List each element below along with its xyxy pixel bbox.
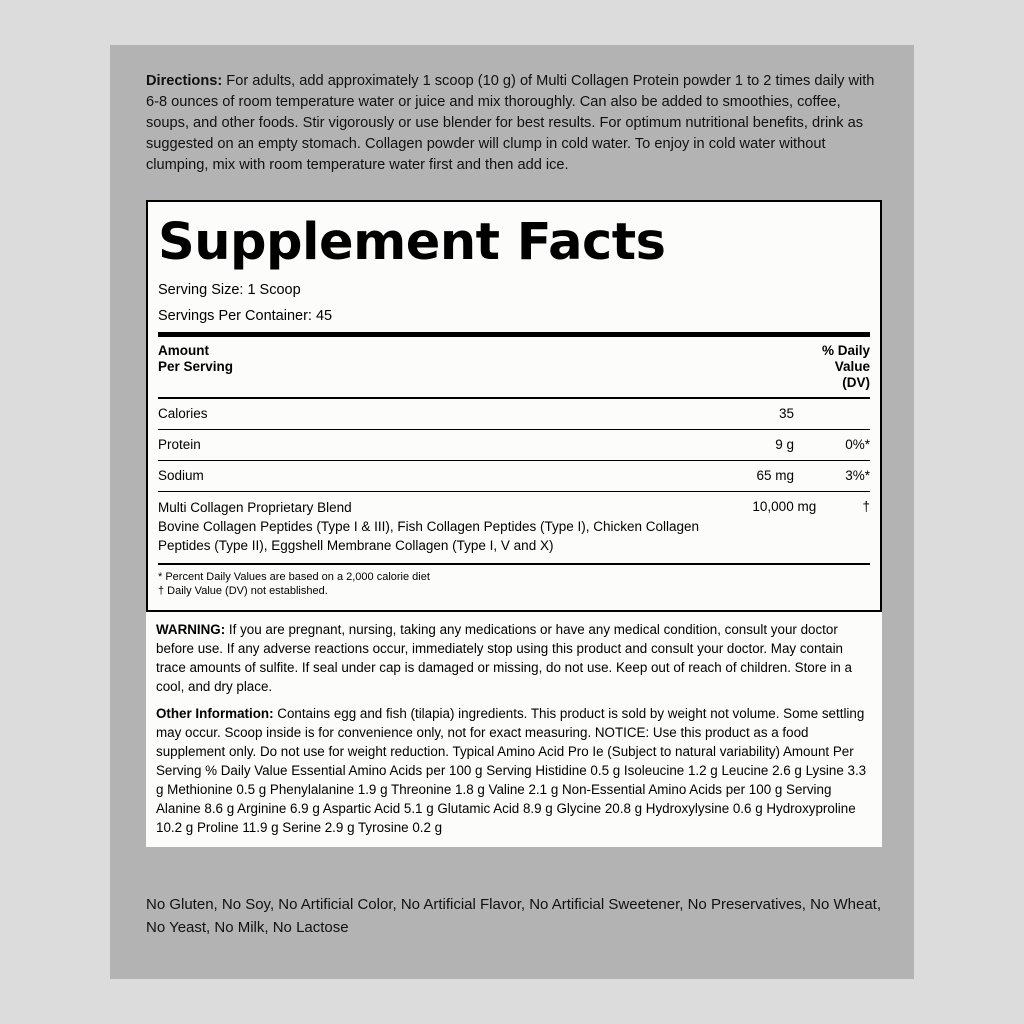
nutrient-amount: 65 mg	[756, 467, 794, 483]
other-information-text: Contains egg and fish (tilapia) ingredients. This product is sold by weight not volume. Some settling may occur. Scoop inside is for convenience only, not for exact measuring. NOTICE: Use this product as a food supplement only. Do not use for weight reduction. Typical Amino Acid Pro Ie (Subject to natural variability) Amount Per Serving % Daily Value Essential Amino Acids per 100 g Serving Histidine 0.5 g Isoleucine 1.2 g Leucine 2.6 g Lysine 3.3 g Methionine 0.5 g Phenylalanine 1.9 g Threonine 1.8 g Valine 2.1 g Non-Essential Amino Acids per 100 g Serving Alanine 8.6 g Arginine 6.9 g Aspartic Acid 5.1 g Glutamic Acid 8.9 g Glycine 20.8 g Hydroxylysine 0.6 g Hydroxyproline 10.2 g Proline 11.9 g Serine 2.9 g Tyrosine 0.2 g	[156, 705, 867, 835]
table-row	[158, 399, 870, 429]
dv-header-line2: Value	[834, 358, 870, 374]
footnote-dagger: † Daily Value (DV) not established.	[158, 584, 328, 597]
blend-description: Bovine Collagen Peptides (Type I & III), Fish Collagen Peptides (Type I), Chicken Collagen Peptides (Type II), Eggshell Membrane Collagen (Type I, V and X)	[158, 518, 700, 553]
table-row	[158, 430, 870, 460]
nutrient-amount: 35	[778, 405, 794, 421]
nutrient-dv: 0%*	[845, 436, 870, 452]
table-row-blend	[158, 492, 870, 563]
blend-text	[158, 498, 748, 555]
supplement-facts-title: Supplement Facts	[158, 213, 666, 272]
footnote-percent-dv: * Percent Daily Values are based on a 2,000 calorie diet	[158, 570, 430, 583]
warning-section	[146, 612, 882, 696]
blend-amount: 10,000 mg	[752, 498, 817, 514]
nutrient-name: Sodium	[158, 467, 204, 483]
servings-per-container: Servings Per Container: 45	[158, 307, 333, 324]
serving-size: Serving Size: 1 Scoop	[158, 281, 301, 298]
supplement-facts-box	[146, 200, 882, 612]
table-row	[158, 461, 870, 491]
nutrient-name: Calories	[158, 405, 208, 421]
directions-label: Directions:	[146, 73, 223, 89]
blend-name: Multi Collagen Proprietary Blend	[158, 499, 352, 515]
dv-header-line1: % Daily	[821, 342, 870, 358]
directions-text: For adults, add approximately 1 scoop (10 g) of Multi Collagen Protein powder 1 to 2 times daily with 6-8 ounces of room temperature water or juice and mix thoroughly. Can also be added to smoothies, coffee, soups, and other foods. Stir vigorously or use blender for best results. For optimum nutritional benefits, drink as suggested on an empty stomach. Collagen powder will clump in cold water. To enjoy in cold water without clumping, mix with room temperature water first and then add ice.	[146, 73, 875, 173]
amount-per-serving-header	[158, 343, 233, 391]
blend-dv: †	[862, 498, 870, 514]
facts-panel	[146, 200, 882, 847]
warning-label: WARNING:	[156, 621, 226, 637]
nutrient-name: Protein	[158, 436, 201, 452]
daily-value-header	[822, 343, 870, 391]
facts-table-header	[158, 337, 870, 397]
free-from-claims: No Gluten, No Soy, No Artificial Color, No Artificial Flavor, No Artificial Sweetener, No Preservatives, No Wheat, No Yeast, No Milk, No Lactose	[146, 896, 882, 936]
label-page	[110, 45, 914, 979]
footnotes	[158, 565, 870, 604]
nutrient-amount: 9 g	[775, 436, 794, 452]
amount-header-line1: Amount	[158, 342, 209, 358]
nutrient-dv: 3%*	[845, 467, 870, 483]
dv-header-line3: (DV)	[842, 374, 870, 390]
amount-header-line2: Per Serving	[158, 358, 234, 374]
warning-text: If you are pregnant, nursing, taking any medications or have any medical condition, consult your doctor before use. If any adverse reactions occur, immediately stop using this product and consult your doctor. May contain trace amounts of sulfite. If seal under cap is damaged or missing, do not use. Keep out of reach of children. Store in a cool, and dry place.	[156, 621, 852, 694]
directions-section	[146, 71, 882, 176]
other-information-label: Other Information:	[156, 705, 274, 721]
other-information-section	[146, 696, 882, 847]
